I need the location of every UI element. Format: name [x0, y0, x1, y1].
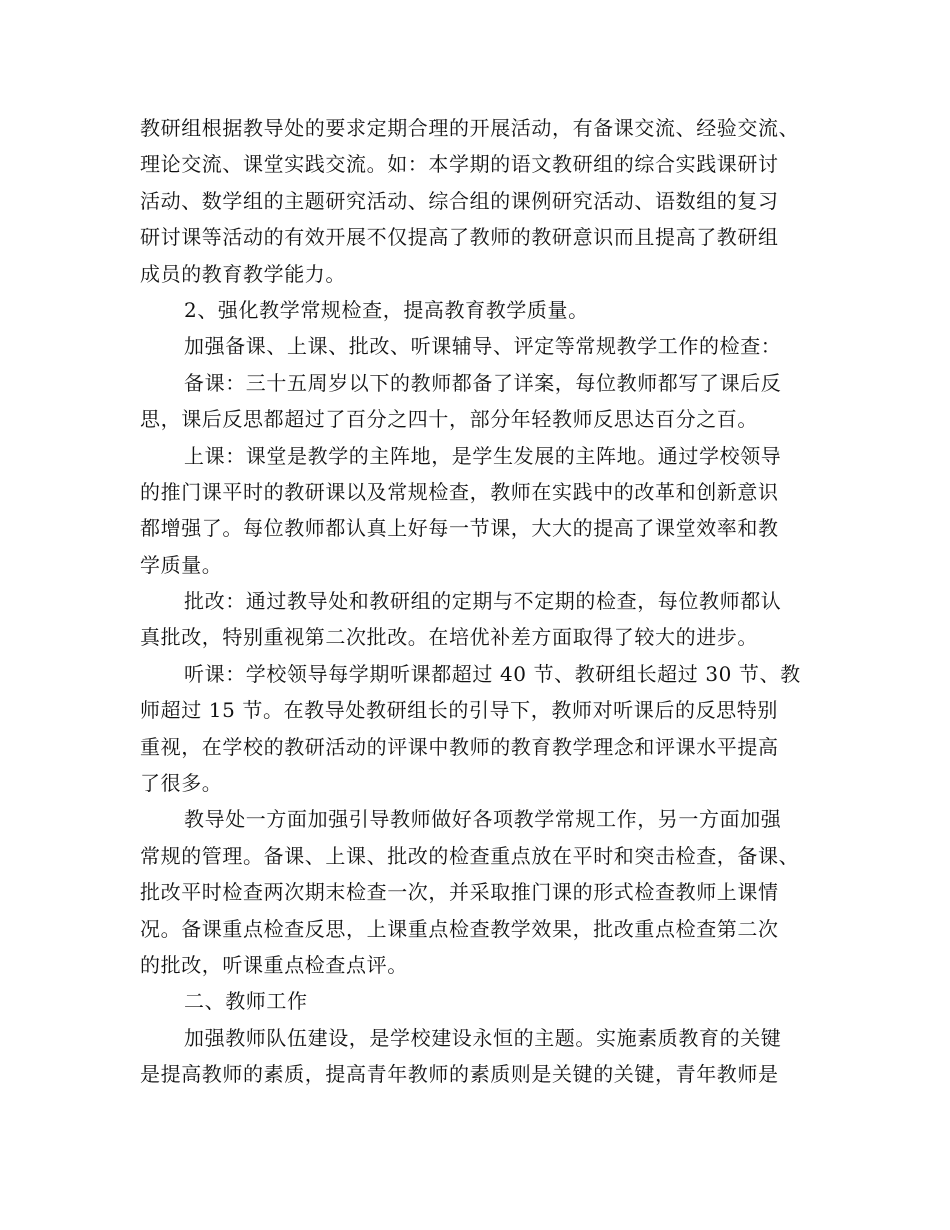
- text-line: 的推门课平时的教研课以及常规检查，教师在实践中的改革和创新意识: [140, 479, 779, 504]
- text-line: 常规的管理。备课、上课、批改的检查重点放在平时和突击检查，备课、: [140, 843, 800, 868]
- section-heading: 2、强化教学常规检查，提高教育教学质量。: [184, 297, 589, 322]
- text-line: 重视，在学校的教研活动的评课中教师的教育教学理念和评课水平提高: [140, 734, 779, 759]
- text-line: 加强教师队伍建设，是学校建设永恒的主题。实施素质教育的关键: [184, 1025, 782, 1050]
- section-heading: 二、教师工作: [184, 989, 308, 1014]
- text-line: 加强备课、上课、批改、听课辅导、评定等常规教学工作的检查：: [184, 334, 782, 359]
- text-line: 成员的教育教学能力。: [140, 261, 346, 286]
- text-line: 都增强了。每位教师都认真上好每一节课，大大的提高了课堂效率和教: [140, 516, 779, 541]
- text-line: 活动、数学组的主题研究活动、综合组的课例研究活动、语数组的复习: [140, 188, 779, 213]
- text-line: 批改平时检查两次期末检查一次，并采取推门课的形式检查教师上课情: [140, 880, 779, 905]
- text-line: 学质量。: [140, 552, 223, 577]
- text-line: 批改：通过教导处和教研组的定期与不定期的检查，每位教师都认: [184, 589, 782, 614]
- text-line: 理论交流、课堂实践交流。如：本学期的语文教研组的综合实践课研讨: [140, 152, 779, 177]
- text-line: 上课：课堂是教学的主阵地，是学生发展的主阵地。通过学校领导: [184, 443, 782, 468]
- text-line: 思，课后反思都超过了百分之四十，部分年轻教师反思达百分之百。: [140, 407, 758, 432]
- text-line: 是提高教师的素质，提高青年教师的素质则是关键的关键，青年教师是: [140, 1062, 779, 1087]
- text-line: 教导处一方面加强引导教师做好各项教学常规工作，另一方面加强: [184, 807, 782, 832]
- text-line: 备课：三十五周岁以下的教师都备了详案，每位教师都写了课后反: [184, 370, 782, 395]
- document-body: [140, 110, 830, 1093]
- text-line: 的批改，听课重点检查点评。: [140, 952, 408, 977]
- text-line: 真批改，特别重视第二次批改。在培优补差方面取得了较大的进步。: [140, 625, 758, 650]
- text-line: 了很多。: [140, 771, 223, 796]
- text-line: 况。备课重点检查反思，上课重点检查教学效果，批改重点检查第二次: [140, 916, 779, 941]
- text-line: 听课：学校领导每学期听课都超过 40 节、教研组长超过 30 节、教: [184, 661, 801, 686]
- text-line: 师超过 15 节。在教导处教研组长的引导下，教师对听课后的反思特别: [140, 698, 778, 723]
- text-line: 教研组根据教导处的要求定期合理的开展活动，有备课交流、经验交流、: [140, 116, 800, 140]
- text-line: 研讨课等活动的有效开展不仅提高了教师的教研意识而且提高了教研组: [140, 225, 779, 250]
